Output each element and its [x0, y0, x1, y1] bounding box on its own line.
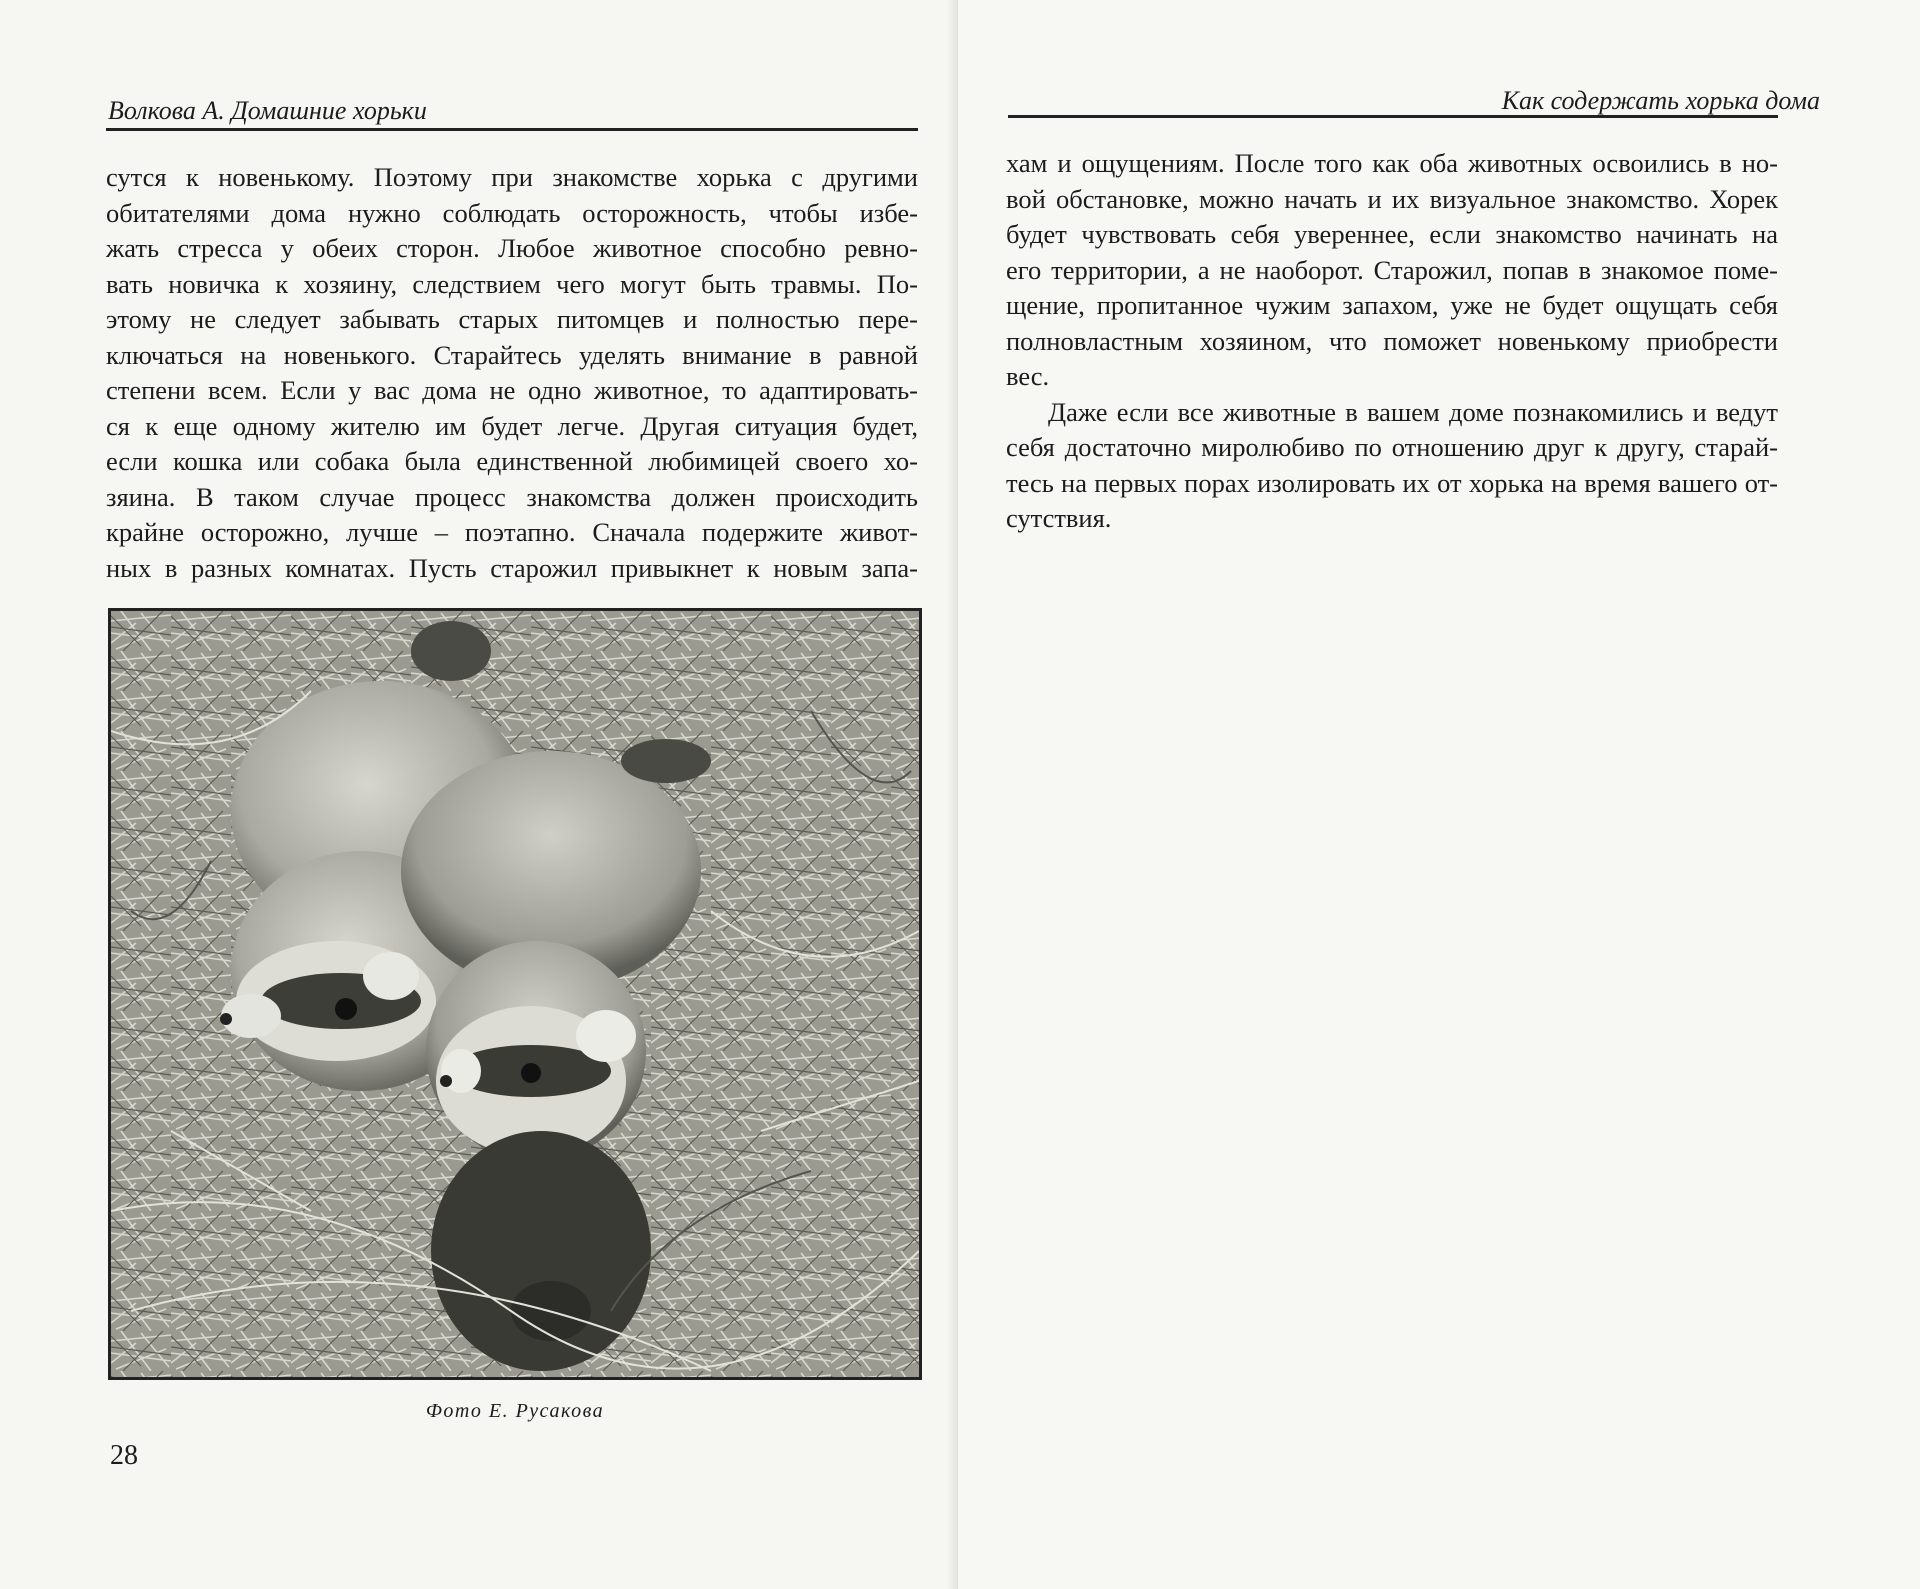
right-page [958, 0, 1920, 1589]
text-line: щение, пропитанное чужим запахом, уже не будет ощущать себя [1006, 290, 1778, 320]
text-line: его территории, а не наоборот. Старожил, попав в знакомое поме- [1006, 254, 1778, 285]
text-line: будет чувствовать себя увереннее, если знакомство начинать на [1006, 219, 1778, 249]
text-line: степени всем. Если у вас дома не одно животное, то адаптировать- [106, 375, 918, 405]
text-line: сутся к новенькому. Поэтому при знакомстве хорька с другими [106, 162, 918, 192]
text-line: ключаться на новенького. Старайтесь уделять внимание в равной [106, 339, 918, 370]
right-header-rule [1008, 115, 1778, 118]
text-line: сутствия. [1006, 503, 1112, 533]
text-line: Даже если все животные в вашем доме познакомились и ведут [1048, 396, 1778, 427]
text-line: ных в разных комнатах. Пусть старожил привыкнет к новым запа- [106, 552, 918, 583]
text-line: зяина. В таком случае процесс знакомства должен происходить [106, 481, 918, 512]
text-line: вать новичка к хозяину, следствием чего могут быть травмы. По- [106, 268, 918, 299]
text-line: вес. [1006, 361, 1050, 391]
left-page [0, 0, 958, 1589]
text-line: тесь на первых порах изолировать их от хорька на время вашего от- [1006, 467, 1778, 498]
right-body-text [1006, 146, 1778, 537]
photo-caption: Фото Е. Русакова [425, 1400, 605, 1422]
left-body-text [106, 160, 918, 586]
text-line: вой обстановке, можно начать и их визуальное знакомство. Хорек [1006, 183, 1778, 214]
text-line: хам и ощущениям. После того как оба животных освоились в но- [1006, 148, 1778, 178]
left-header-rule [106, 128, 918, 131]
ferrets-photo [108, 608, 922, 1380]
left-running-head: Волкова А. Домашние хорьки [108, 96, 427, 125]
text-line: полновластным хозяином, что поможет новенькому приобрести [1006, 325, 1778, 356]
text-line: обитателями дома нужно соблюдать осторожность, чтобы избе- [106, 197, 918, 228]
text-line: крайне осторожно, лучше – поэтапно. Сначала подержите живот- [106, 517, 918, 547]
text-line: ся к еще одному жителю им будет легче. Другая ситуация будет, [106, 410, 918, 441]
text-line: жать стресса у обеих сторон. Любое животное способно ревно- [106, 233, 918, 263]
text-line: если кошка или собака была единственной любимицей своего хо- [106, 446, 918, 476]
text-line: этому не следует забывать старых питомцев и полностью пере- [106, 304, 918, 334]
text-line: себя достаточно миролюбиво по отношению друг к другу, старай- [1006, 432, 1778, 462]
right-running-head: Как содержать хорька дома [1501, 86, 1820, 115]
page-number: 28 [110, 1440, 138, 1471]
ferrets-photo-image [111, 611, 919, 1377]
